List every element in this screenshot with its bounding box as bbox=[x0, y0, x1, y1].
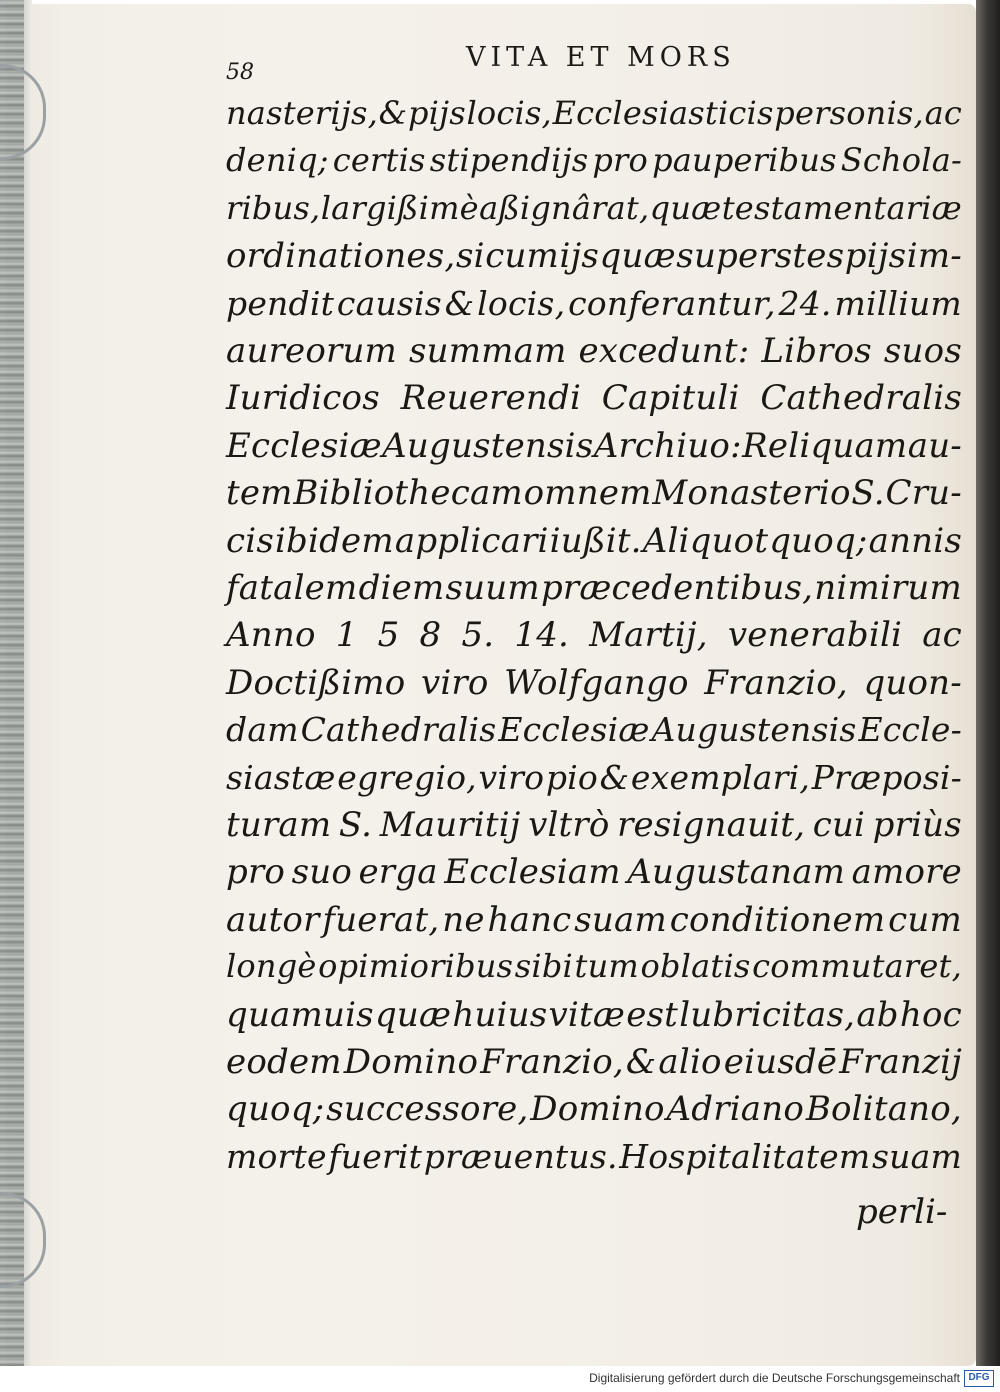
text-line: Ecclesiæ Augustensis Archiuo: Reliquam au- bbox=[226, 426, 962, 466]
funding-credit: Digitalisierung gefördert durch die Deutsche Forschungsgemeinschaft bbox=[589, 1371, 960, 1385]
text-line: ribus, largißimè aßignârat, quæ testamentariæ bbox=[226, 189, 962, 227]
text-line: eodem Domino Franzio, & alio eiusdē Franzij bbox=[226, 1042, 962, 1082]
page-gutter bbox=[24, 0, 32, 1366]
catchword: perli- bbox=[856, 1192, 948, 1232]
digitization-footer bbox=[0, 1366, 1000, 1392]
text-line: quamuis quæ huius vitæ est lubricitas, ab hoc bbox=[226, 995, 962, 1035]
text-line: tem Bibliothecam omnem Monasterio S. Cru- bbox=[226, 473, 962, 513]
running-head bbox=[226, 38, 946, 85]
text-line: pro suo erga Ecclesiam Augustanam amore bbox=[226, 852, 962, 892]
text-line: longè opimioribus sibi tum oblatis commutaret, bbox=[226, 947, 962, 985]
dfg-logo: DFG bbox=[964, 1370, 994, 1387]
text-line: siastæ egregio, viro pio & exemplari, Præposi- bbox=[226, 758, 962, 797]
binding-spine bbox=[0, 0, 24, 1366]
text-line: nasteriјs, & pijs locis, Ecclesiasticis personis, ac bbox=[226, 94, 962, 132]
page-fore-edge bbox=[976, 0, 1000, 1366]
text-line: fatalem diem suum præcedentibus, nimirum bbox=[226, 568, 962, 608]
text-line: pendit causis & locis, conferantur, 24. millium bbox=[226, 284, 962, 323]
text-line: morte fuerit præuentus. Hospitalitatem suam bbox=[226, 1137, 962, 1176]
text-line: quoq; successore, Domino Adriano Bolitano, bbox=[226, 1089, 962, 1129]
text-line: deniq; certis stipendijs pro pauperibus Schola- bbox=[226, 141, 962, 179]
text-line: autor fuerat, ne hanc suam conditionem cum bbox=[226, 900, 962, 940]
text-line: dam Cathedralis Ecclesiæ Augustensis Eccle- bbox=[226, 710, 962, 749]
text-line: Doctißimo viro Wolfgango Franzio, quon- bbox=[226, 663, 962, 703]
text-line: ordinationes, si cum ijs quæ superstes pijs im- bbox=[226, 236, 962, 276]
text-line: turam S. Mauritij vltrò resignauit, cui priùs bbox=[226, 805, 962, 845]
text-line: aureorum summam excedunt: Libros suos bbox=[226, 331, 962, 371]
running-title: VITA ET MORS bbox=[466, 42, 736, 73]
text-line: cis ibidem applicari iußit. Aliquot quoq; annis bbox=[226, 521, 962, 561]
text-line: Iuridicos Reuerendi Capituli Cathedralis bbox=[226, 378, 962, 418]
page-number: 58 bbox=[226, 60, 254, 85]
text-line: Anno 1 5 8 5. 14. Martij, venerabili ac bbox=[226, 615, 962, 655]
